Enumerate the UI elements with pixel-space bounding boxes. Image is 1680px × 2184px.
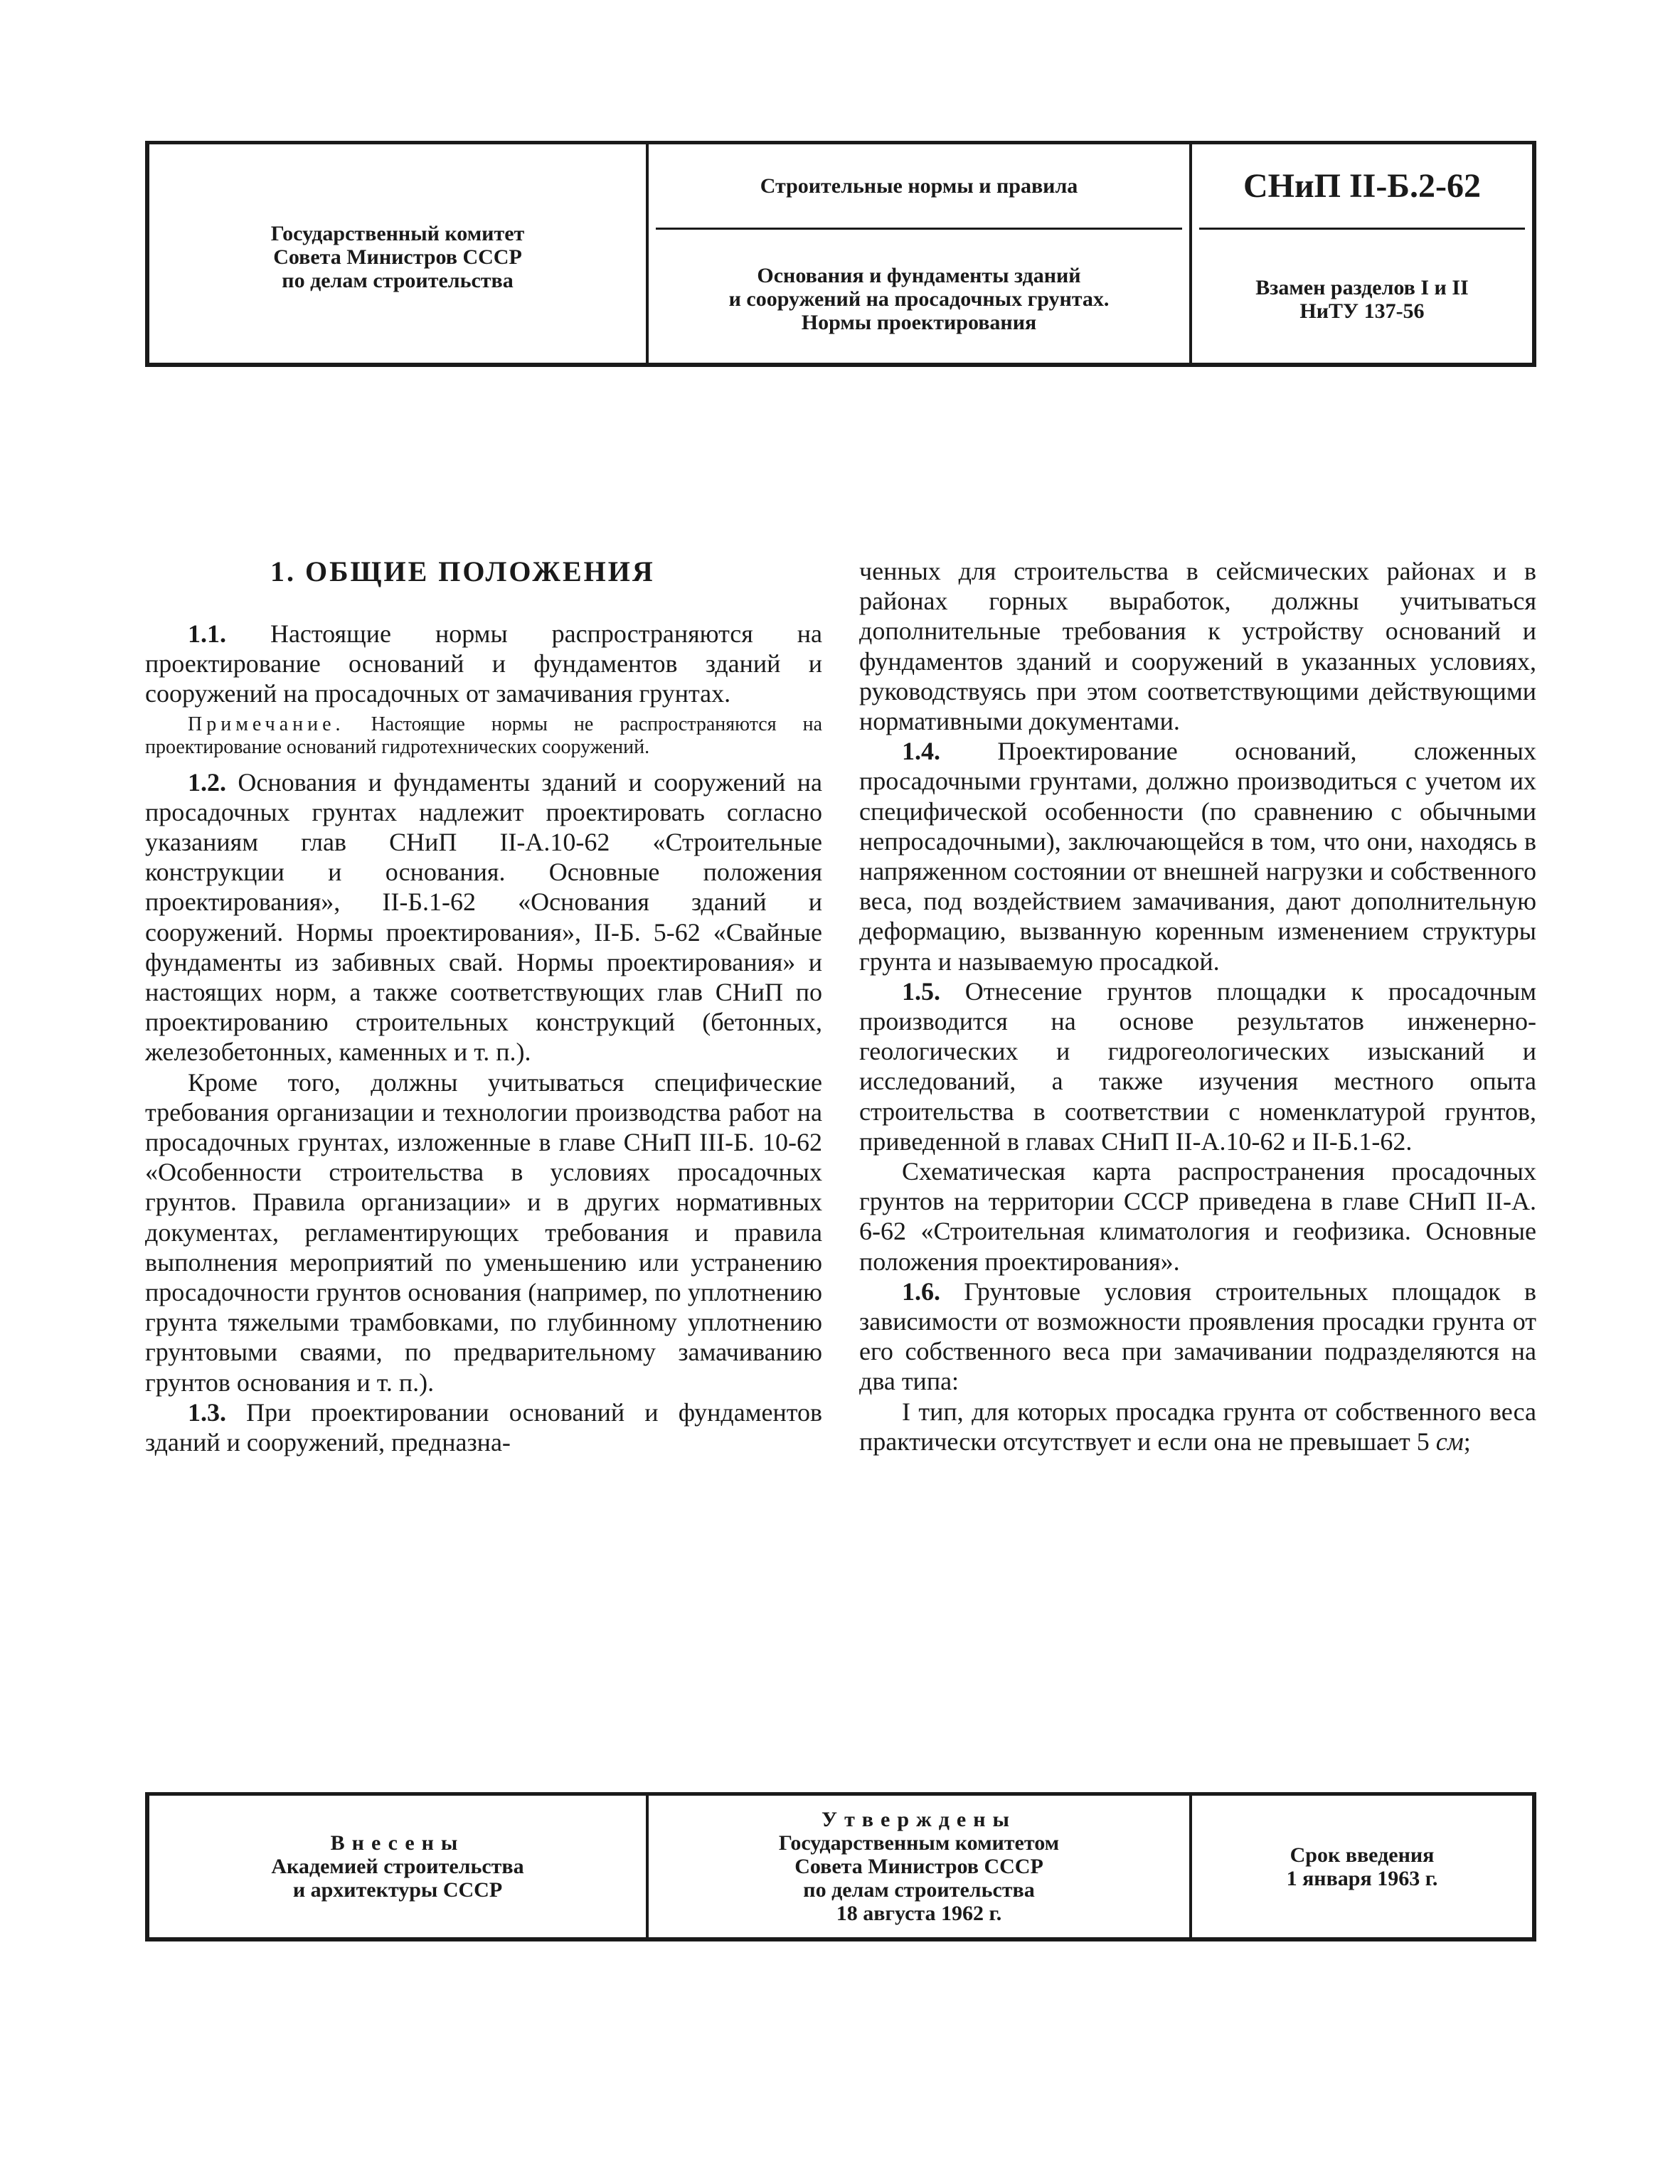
header-table — [145, 141, 1536, 367]
title-line-3: Нормы проектирования — [801, 311, 1037, 334]
introduced-cell — [149, 1796, 649, 1937]
document-title — [649, 230, 1189, 363]
clause-number: 1.6. — [902, 1277, 940, 1306]
title-line-1: Основания и фундаменты зданий — [757, 264, 1081, 287]
note-text: Настоящие нормы не распространяются на проектирование оснований гидротехнических сооружений. — [145, 713, 822, 758]
paragraph-1-3 — [145, 1397, 822, 1457]
document-code: СНиП II-Б.2-62 — [1199, 144, 1525, 230]
paragraph-1-3-cont: ченных для строительства в сейсмических районах и в районах горных выработок, должны учитываться дополнительные требования к устройству оснований и фундаментов зданий и сооружений в указанных условиях, руководствуясь при этом соответствующими действующими нормативными документами. — [859, 557, 1536, 736]
approved-cell — [649, 1796, 1192, 1937]
clause-text: Настоящие нормы распространяются на проектирование оснований и фундаментов зданий и сооружений на просадочных от замачивания грунтах. — [145, 619, 822, 708]
paragraph-1-1 — [145, 619, 822, 709]
effective-cell — [1192, 1796, 1532, 1937]
approved-by-line-1: Государственным комитетом — [778, 1831, 1060, 1855]
document-code-cell — [1192, 144, 1532, 363]
clause-text: При проектировании оснований и фундаментов зданий и сооружений, предназна- — [145, 1397, 822, 1457]
committee-line-2: Совета Министров СССР — [273, 245, 522, 269]
approved-by-line-2: Совета Министров СССР — [794, 1855, 1043, 1878]
section-heading: 1. ОБЩИЕ ПОЛОЖЕНИЯ — [270, 555, 655, 587]
left-column — [145, 619, 822, 1457]
effective-label: Срок введения — [1290, 1843, 1435, 1867]
replaces-line-1: Взамен разделов I и II — [1255, 275, 1469, 299]
introduced-label: Внесены — [330, 1831, 465, 1855]
clause-text: Отнесение грунтов площадки к просадочным производится на основе результатов инженерно-геологических и гидрогеологических изысканий и исследований, а также изучения местного опыта строительства в соответствии с номенклатурой грунтов, приведенной в главах СНиП II-А.10-62 и II-Б.1-62. — [859, 976, 1536, 1156]
footer-table — [145, 1792, 1536, 1941]
replaces-line-2: НиТУ 137-56 — [1299, 299, 1425, 323]
clause-text: Основания и фундаменты зданий и сооружений на просадочных грунтах надлежит проектировать согласно указаниям глав СНиП II-А.10-62 «Строительные конструкции и основания. Основные положения проектирования», II-Б.1-62 «Основания зданий и сооружений. Нормы проектирования», II-Б. 5-62 «Свайные фундаменты из забивных свай. Нормы проектирования» и настоящих норм, а также соответствующих глав СНиП по проектированию строительных конструкций (бетонных, железобетонных, каменных и т. п.). — [145, 767, 822, 1067]
replaces-note — [1192, 230, 1532, 363]
clause-number: 1.2. — [188, 767, 226, 797]
clause-text: Проектирование оснований, сложенных просадочными грунтами, должно производиться с учетом их специфической особенности (по сравнению с обычными непросадочными), заключающейся в том, что они, находясь в напряженном состоянии от внешней нагрузки и собственного веса, под воздействием замачивания, дают дополнительную деформацию, вызванную коренным изменением структуры грунта и называемую просадкой. — [859, 737, 1536, 976]
approved-date: 18 августа 1962 г. — [836, 1902, 1002, 1925]
paragraph-1-4 — [859, 736, 1536, 976]
clause-number: 1.1. — [188, 619, 226, 648]
paragraph-1-5 — [859, 976, 1536, 1156]
paragraph-type-1 — [859, 1397, 1536, 1456]
committee-line-1: Государственный комитет — [270, 222, 525, 245]
type-1-end: ; — [1463, 1427, 1471, 1456]
paragraph-1-5-cont: Схематическая карта распространения просадочных грунтов на территории СССР приведена в главе СНиП II-А. 6-62 «Строительная климатология и геофизика. Основные положения проектирования». — [859, 1157, 1536, 1276]
title-line-2: и сооружений на просадочных грунтах. — [728, 287, 1110, 311]
committee-line-3: по делам строительства — [282, 269, 514, 292]
unit: см — [1435, 1427, 1464, 1456]
paragraph-1-2-cont: Кроме того, должны учитываться специфические требования организации и технологии производства работ на просадочных грунтах, изложенные в главе СНиП III-Б. 10-62 «Особенности строительства в условиях просадочных грунтов. Правила организации» и в других нормативных документах, регламентирующих требования и правила выполнения мероприятий по уменьшению или устранению просадочности грунтов основания (например, по уплотнению грунта тяжелыми трамбовками, по глубинному уплотнению грунтовыми сваями, по предварительному замачиванию грунтов основания и т. п.). — [145, 1067, 822, 1397]
document-title-cell — [649, 144, 1192, 363]
approved-by-line-3: по делам строительства — [803, 1878, 1035, 1902]
clause-number: 1.5. — [902, 976, 940, 1006]
note — [145, 713, 822, 759]
clause-number: 1.4. — [902, 737, 940, 766]
introduced-by-line-2: и архитектуры СССР — [292, 1878, 503, 1902]
type-1-text: I тип, для которых просадка грунта от собственного веса практически отсутствует и если она не превышает 5 — [859, 1397, 1536, 1456]
introduced-by-line-1: Академией строительства — [271, 1855, 524, 1878]
clause-number: 1.3. — [188, 1397, 226, 1427]
right-column — [859, 556, 1536, 1456]
clause-text: Грунтовые условия строительных площадок в зависимости от возможности проявления просадки грунта от его собственного веса при замачивании подразделяются на два типа: — [859, 1277, 1536, 1396]
issuing-committee — [149, 144, 649, 363]
paragraph-1-2 — [145, 767, 822, 1067]
effective-date: 1 января 1963 г. — [1286, 1866, 1438, 1890]
paragraph-1-6 — [859, 1277, 1536, 1397]
norms-label: Строительные нормы и правила — [656, 144, 1182, 230]
approved-label: Утверждены — [822, 1808, 1016, 1831]
note-label: Примечание. — [188, 713, 345, 735]
